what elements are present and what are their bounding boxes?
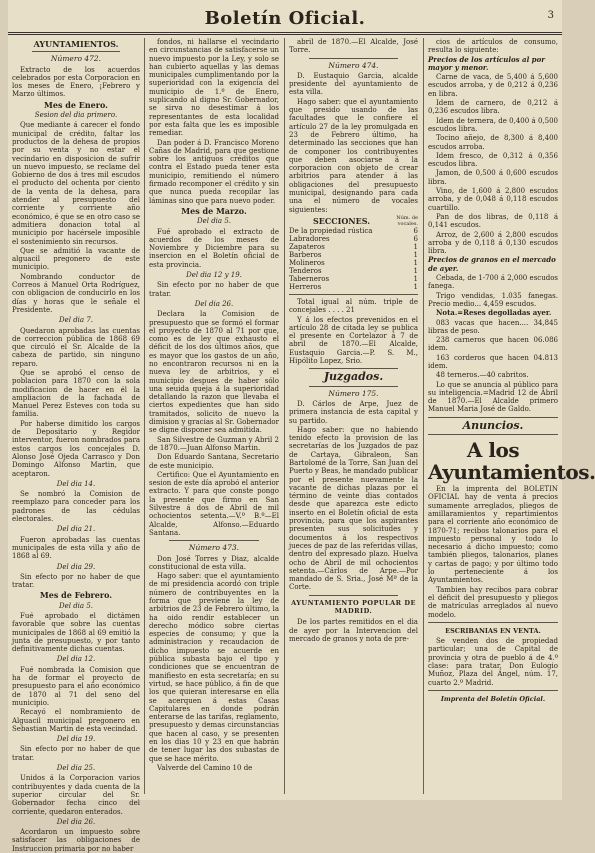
column-3 <box>289 38 418 796</box>
section-row <box>289 227 418 235</box>
paragraph: Nombrando conductor de Correos á Manuel Orta Rodríguez, con obligacion de conducirlo en los días y horas que le señale el Presidente. <box>12 272 140 314</box>
item-number: Número 472. <box>50 54 102 64</box>
paragraph: Hago saber: que el ayuntamiento de mi presidencia acordó con triple número de contribuyentes en la forma que previene la ley de arbitrios de 23 de Febrero último, la ha oido rendir establecer un derecho módico sobre ciertas especies de consumo; y que la administracion y recaudacion de dicho impuesto se acuerde en pública subasta bajo el tipo y condiciones que se encuentran de manifiesto en esta secretaría; en su virtud, se hace público, á fin de que los que quieran interesarse en ella se acerquen á estas Casas Capitulares en donde podrán enterarse de las tarifas, reglamento, presupuesto y demas circunstancias que hacen al caso, y se presenten en los dias 10 y 23 en que habrán de tener lugar las dos subastas de que se hace mérito. <box>149 572 279 763</box>
section-name: De la propiedad rústica <box>289 226 373 235</box>
column-4 <box>428 38 595 796</box>
paragraph: Fué nombrada la Comision que ha de formar el proyecto de presupuesto para el año económico de 1870 al 71 del seno del municipio. <box>12 665 140 707</box>
paragraph: Idem de carnero, de 0,212 á 0,236 escudos libra. <box>428 99 558 116</box>
newspaper-page <box>8 0 595 853</box>
paragraph: Vino, de 1,600 á 2,800 escudos arroba, y de 0,048 á 0,118 escudos cuartillo. <box>428 187 558 212</box>
paragraph: 48 terneros.—40 cabritos. <box>436 371 529 380</box>
section-count: 1 <box>413 266 418 275</box>
sections-total: Total igual al núm. triple de concejales . . . . 21 <box>289 297 418 315</box>
section-count: 1 <box>413 250 418 259</box>
paragraph: Tambien hay recibos para cobrar el déficit del presupuesto y pliegos de matrículas arreglados al nuevo modelo. <box>428 585 558 619</box>
divider <box>428 690 558 691</box>
paragraph: Idem fresco, de 0,312 á 0,356 escudos libra. <box>428 151 558 169</box>
divider <box>309 368 398 369</box>
item-number: Número 175. <box>328 388 379 398</box>
section-name: Labradores <box>289 234 330 243</box>
paragraph: Cebada, de 1-700 á 2,000 escudos fanega. <box>428 274 558 291</box>
paragraph: Se venden dos de propiedad particular; una de Capital de provincia y otra de pueblo á de 4.º clase: para tratar, Don Eulogio Muñoz, Plaza del Ángel, núm. 17, cuarto 2.º Madrid. <box>428 637 558 687</box>
day-heading: Del dia 12. <box>56 655 96 664</box>
section-row <box>289 243 418 251</box>
paragraph: D. Cárlos de Arpe, Juez de primera instancia de esta capital y su partido. <box>289 399 418 425</box>
section-name: Barberos <box>289 250 322 259</box>
paragraph: De los partes remitidos en el dia de ayer por la Intervencion del mercado de granos y nota de pre- <box>289 618 418 643</box>
paragraph: Idem de ternera, de 0,400 á 0,500 escudos libra. <box>428 116 558 133</box>
divider <box>428 434 558 435</box>
section-count: 1 <box>413 242 418 251</box>
paragraph: Fué aprobado el extracto de acuerdos de los meses de Noviembre y Diciembre para su insercion en el Boletín oficial de esta provincia. <box>149 227 279 269</box>
day-heading: Del dia 29. <box>56 562 96 571</box>
day-heading: Del dia 26. <box>194 299 234 308</box>
paragraph: Lo que se anuncia al público para su inteligencia.=Madrid 12 de Abril de 1870.—El Alcalde primero Manuel Maria José de Galdo. <box>428 380 558 414</box>
section-title: AYUNTAMIENTOS. <box>33 39 119 49</box>
column-rule <box>144 38 145 794</box>
paragraph: Don Eduardo Santana, Secretario de este municipio. <box>149 453 279 470</box>
note-heading: Nota.=Reses degolladas ayer. <box>436 308 552 318</box>
paragraph: Unidos á la Corporacion varios contribuyentes y dada cuenta de la superior circular del Sr. Gobernador fecha cinco del corriente, quedaron enterados. <box>12 774 140 816</box>
section-count: 1 <box>413 258 418 267</box>
paragraph: 238 carneros que hacen 06.086 idem. <box>428 336 558 353</box>
section-count: 6 <box>413 234 418 243</box>
paragraph: Que se aprobó el censo de poblacion para 1870 con la sola modificacion de hacer en él la ampliacion de la fachada de Manuel Perez Esteves con toda su familia. <box>12 368 140 419</box>
section-name: Molineros <box>289 258 325 267</box>
section-row <box>289 259 418 267</box>
day-heading: Del dia 21. <box>56 525 96 534</box>
day-heading: Del dia 25. <box>56 764 96 773</box>
paragraph: fondos, ni hallarse el vecindario en circunstancias de satisfacerse un nuevo impuesto por la Ley, y solo se han cubierto aquellas y las demas municipales cumplimentando por la superioridad con la exigencia del municipio de 1.º de Enero, suplicando al digno Sr. Gobernador, se sirva no desestimar á los representantes de esta localidad por esta falta que les es imposible remediar. <box>149 38 279 138</box>
paragraph: Certifico: Que el Ayuntamiento en sesion de este día aprobó el anterior extracto. Y para que conste pongo la presente que firmo en San Silvestre á dos de Abril de mil ochocientos setenta.—V.º B.º—El Alcalde, Alfonso.—Eduardo Santana. <box>149 470 279 537</box>
paragraph: Valverde del Camino 10 de <box>157 763 253 772</box>
paragraph: Extracto de los acuerdos celebrados por esta Corporacion en los meses de Enero, ¡Febrero y Marzo últimos. <box>12 65 140 99</box>
paragraph: En la imprenta del BOLETIN OFICIAL hay de venta á precios sumamente arreglados, pliegos de amillaramientos y repartimientos para el corriente año económico de 1870-71; recibos talonarios para el impuesto personal y todo lo necesario á dicho impuesto; como también pliegos, talonarios, planes y cartas de pago; y por último todo lo perteneciente á los Ayuntamientos. <box>428 485 558 585</box>
section-count: 1 <box>413 274 418 283</box>
section-row <box>289 283 418 291</box>
paragraph: 163 corderos que hacen 04.813 idem. <box>428 353 558 370</box>
divider <box>309 595 398 596</box>
section-count: 6 <box>413 226 418 235</box>
session-heading: Sesion del dia primero. <box>34 111 118 120</box>
advert-headline: A los Ayuntamientos. <box>428 438 595 485</box>
paragraph: 083 vacas que hacen.... 34,845 libras de peso. <box>428 318 558 335</box>
paragraph: Pan de dos libras, de 0,118 á 0,141 escudos. <box>428 212 558 230</box>
month-heading: Mes de Marzo. <box>181 205 247 216</box>
page-number: 3 <box>547 10 554 21</box>
day-heading: Del dia 19. <box>56 735 96 744</box>
divider <box>309 386 398 387</box>
sections-title: SECCIONES. <box>312 215 370 226</box>
imprint: Imprenta del Boletín Oficial. <box>440 694 546 703</box>
paragraph: Sin efecto por no haber de que tratar. <box>12 572 140 590</box>
page-header <box>8 0 562 35</box>
paragraph: cios de artículos de consumo, resulta lo siguiente: <box>428 38 558 55</box>
divider <box>289 294 418 295</box>
paragraph: Dan poder á D. Francisco Moreno Cañas de Madrid, para que gestione sobre los antiguos créditos que contra el Estado pueda tener esta municipio, remitiendo el número firmado recomponer el crédito y sin que nunca pueda recopilar las láminas sino que para nuevo poder. <box>149 138 279 205</box>
day-heading: Del dia 12 y 19. <box>186 271 242 280</box>
paragraph: abril de 1870.—El Alcalde, José Torre. <box>289 38 418 55</box>
item-number: Número 473. <box>188 543 240 553</box>
paragraph: Don José Torres y Diaz, alcalde constitucional de esta villa. <box>149 554 279 571</box>
advert-heading: ESCRIBANIAS EN VENTA. <box>445 626 541 635</box>
paragraph: Que mediante á carecer el fondo municipal de crédito, faltar los productos de la dehesa de propios por su venta y no estar el vecindario en disposicion de sufrir un nuevo impuesto, se reclame del Gobierno de dos á tres mil escudos el producto del ochenta por ciento de la venta de la dehesa, para atender al presupuesto del corriente y corriente año económico, é que se en otro caso se admitiera donacion total al municipio por hacérsele imposible el sostenimiento sin recursos. <box>12 121 140 246</box>
paragraph: Jamon, de 0,500 á 0,600 escudos libra. <box>428 169 558 186</box>
column-2 <box>149 38 279 796</box>
divider <box>169 540 259 541</box>
section-title: Juzgados. <box>323 370 384 384</box>
newspaper-title: Boletín Oficial. <box>204 8 366 29</box>
paragraph: Acordaron un impuesto sobre satisfacer las obligaciones de Instruccion primaria por no haber <box>12 828 140 853</box>
paragraph: Carne de vaca, de 5,400 á 5,600 escudos arroba, y de 0,212 á 0,236 en libra. <box>428 73 558 98</box>
paragraph: Sin efecto por no haber de que tratar. <box>12 745 140 762</box>
day-heading: Del dia 5. <box>196 217 231 226</box>
paragraph: Recayó el nombramiento de Alguacil municipal pregonero en Sebastian Martin de esta vecindad. <box>12 708 140 733</box>
price-heading: Precios de los artículos al por mayor y menor. <box>428 54 545 72</box>
paragraph: Fué aprobado el dictámen favorable que sobre las cuentas municipales de 1868 al 69 emitió la junta de presupuesto, y por tanto definitivamente dichas cuentas. <box>12 612 140 654</box>
vocales-header: Núm. de vocales. <box>396 214 418 227</box>
grain-heading: Precios de granos en el mercado de ayer. <box>428 255 556 273</box>
section-row <box>289 251 418 259</box>
day-heading: Del dia 7. <box>58 316 93 325</box>
column-1 <box>12 38 140 853</box>
paragraph: Se nombró la Comision de reemplazo para conceder para los padrones de las cédulas electorales. <box>12 490 140 524</box>
paragraph: Trigo vendidas, 1.035 fanegas. Precio medio... 4,459 escudos. <box>428 291 558 308</box>
paragraph: Por haberse dimitido los cargos de Depositario y Regidor interventor, fueron nombrados para estos cargos los concejales D. Alonso José Ojeda Carrasco y Don Domingo Alfonso Martin, que aceptaron. <box>12 419 140 478</box>
column-rule <box>423 38 424 794</box>
section-row <box>289 267 418 275</box>
paragraph: Y á los efectos prevenidos en el artículo 28 de citada ley se publica el presente en Cortelazor á 7 de abril de 1870.—El Alcalde, Eustaquio Garcia.—P. S. M., Hipólito Lopez, Srio. <box>289 315 418 366</box>
month-heading: Mes de Enero. <box>44 99 108 110</box>
divider <box>309 58 398 59</box>
column-rule <box>284 38 285 794</box>
divider <box>32 51 120 52</box>
section-row <box>289 275 418 283</box>
item-number: Número 474. <box>328 60 379 70</box>
paragraph: Hago saber: que no habiendo tenido efecto la provision de las secretarías de los Juzgados de paz de Cartaya, Gibraleon, San Bartolomé de la Torre, San Juan del Puerto y Beas, he mandado publicar por el presente nuevamente la vacante de dichas plazas por el término de veinte dias contados desde que aparezca este edicto inserto en el Boletín oficial de esta provincia, para que los aspirantes presenten sus solicitudes y documentos á los respectivos jueces de paz de las referidas villas, dentro del expresado plazo. Huelva ocho de Abril de mil ochocientos setenta.—Cárlos de Arpe.—Por mandado de S. Sria., José Mª de la Corte. <box>289 425 418 592</box>
paragraph: Declara la Comision de presupuesto que se formó el formar el proyecto de 1870 al 71 por que, como es de ley que exhausto el déficit de los dos últimos años, que es mayor que los gastos de un año, no encontraron recursos ni en la nueva ley de arbitrios, y el municipio despues de haber sólo una seuida queja á la superioridad detallando la razon que llevaba el ciertos expedientes que han sido tramitados, solicito de nuevo la dimision y gracias al Sr. Gobernador se digne disponer sea admitida. <box>149 310 279 435</box>
paragraph: Hago saber: que el ayuntamiento que presido usando de las facultades que le confiere el artículo 27 de la ley promulgada en 23 de Febrero último, ha determinado las secciones que han de componer los contribuyentes que deben asociarse á la corporacion con objeto de crear arbitrios para atender á las obligaciones del presupuesto municipal, designando para cada una el número de vocales siguientes: <box>289 97 418 214</box>
divider <box>428 417 558 418</box>
sections-table <box>289 215 418 291</box>
section-row <box>289 235 418 243</box>
day-heading: Del dia 5. <box>58 601 93 610</box>
paragraph: Tocino añejo, de 8,300 á 8,400 escudos arroba. <box>428 134 558 151</box>
section-title: Anuncios. <box>462 418 524 432</box>
paragraph: Sin efecto por no haber de que tratar. <box>149 281 279 298</box>
section-title: AYUNTAMIENTO POPULAR DE MADRID. <box>291 598 416 616</box>
section-name: Zapateros <box>289 242 325 251</box>
section-name: Taberneros <box>289 274 330 283</box>
section-count: 1 <box>413 282 418 291</box>
month-heading: Mes de Febrero. <box>39 590 113 601</box>
divider <box>428 622 558 623</box>
paragraph: Quedaron aprobadas las cuentas de correccion pública de 1868 69 que circuló el Sr. Alcalde de la cabeza de partido, sin ninguno reparo. <box>12 326 140 368</box>
day-heading: Del dia 26. <box>56 817 96 826</box>
paragraph: D. Eustaquio Garcia, alcalde presidente del ayuntamiento de esta villa. <box>289 71 418 97</box>
paragraph: San Silvestre de Guzman y Abril 2 de 1870.—Juan Alfonso Martin. <box>149 435 279 452</box>
paragraph: Fueron aprobadas las cuentas municipales de esta villa y año de 1868 al 69. <box>12 535 140 561</box>
section-name: Herreros <box>289 282 322 291</box>
paragraph: Arroz, de 2,600 á 2,800 escudos arroba y de 0,118 á 0,130 escudos libra. <box>428 230 558 256</box>
paragraph: Que se admitió la vacante de alguacil pregonero de este municipio. <box>12 246 140 272</box>
section-name: Tenderos <box>289 266 322 275</box>
day-heading: Del dia 14. <box>56 479 96 488</box>
